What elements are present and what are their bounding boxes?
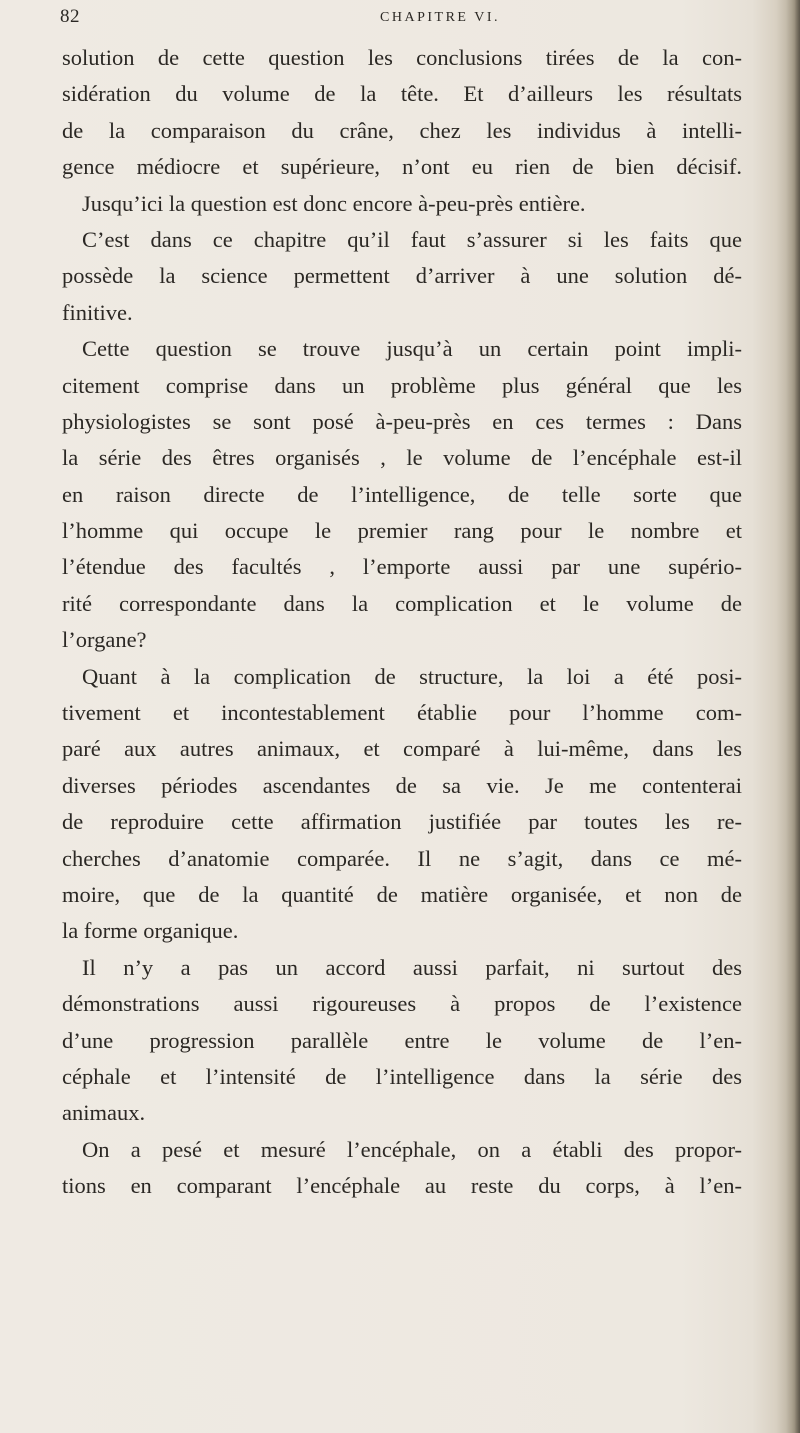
text-line: cherches d’anatomie comparée. Il ne s’agit, dans ce mé- — [62, 845, 742, 871]
page-edge-shadow — [786, 0, 800, 1433]
text-line: l’étendue des facultés , l’emporte aussi par une supério- — [62, 554, 742, 580]
text-line: l’organe? — [62, 627, 147, 653]
text-line: tivement et incontestablement établie pour l’homme com- — [62, 700, 742, 726]
text-line: la série des êtres organisés , le volume de l’encéphale est-il — [62, 445, 742, 471]
text-line: la forme organique. — [62, 918, 239, 944]
page-header — [60, 6, 760, 30]
page-number: 82 — [60, 6, 80, 27]
text-line: Il n’y a pas un accord aussi parfait, ni surtout des — [82, 954, 742, 980]
text-line: animaux. — [62, 1100, 146, 1126]
text-line: tions en comparant l’encéphale au reste du corps, à l’en- — [62, 1173, 742, 1199]
text-line: moire, que de la quantité de matière organisée, et non de — [62, 881, 742, 907]
text-line: physiologistes se sont posé à-peu-près en ces termes : Dans — [62, 408, 742, 434]
text-line: démonstrations aussi rigoureuses à propos de l’existence — [62, 991, 742, 1017]
text-line: gence médiocre et supérieure, n’ont eu rien de bien décisif. — [62, 154, 742, 180]
text-line: Quant à la complication de structure, la loi a été posi- — [82, 663, 742, 689]
text-line: Cette question se trouve jusqu’à un certain point impli- — [82, 336, 742, 362]
body-text — [62, 40, 742, 1205]
text-line: de reproduire cette affirmation justifiée par toutes les re- — [62, 809, 742, 835]
text-line: diverses périodes ascendantes de sa vie. Je me contenterai — [62, 772, 742, 798]
text-line: solution de cette question les conclusions tirées de la con- — [62, 45, 742, 70]
text-line: l’homme qui occupe le premier rang pour le nombre et — [62, 518, 742, 544]
text-line: Jusqu’ici la question est donc encore à-peu-près entière. — [82, 190, 586, 216]
text-line: paré aux autres animaux, et comparé à lui-même, dans les — [62, 736, 742, 762]
text-line: de la comparaison du crâne, chez les individus à intelli- — [62, 117, 742, 143]
text-line: céphale et l’intensité de l’intelligence dans la série des — [62, 1063, 742, 1089]
text-line: citement comprise dans un problème plus général que les — [62, 372, 742, 398]
text-line: On a pesé et mesuré l’encéphale, on a établi des propor- — [82, 1136, 742, 1162]
text-line: C’est dans ce chapitre qu’il faut s’assurer si les faits que — [82, 226, 742, 252]
running-head: CHAPITRE VI. — [380, 10, 500, 25]
text-line: rité correspondante dans la complication et le volume de — [62, 590, 742, 616]
text-line: d’une progression parallèle entre le volume de l’en- — [62, 1027, 742, 1053]
text-line: possède la science permettent d’arriver à une solution dé- — [62, 263, 742, 289]
text-line: en raison directe de l’intelligence, de telle sorte que — [62, 481, 742, 507]
text-line: finitive. — [62, 299, 133, 325]
text-line: sidération du volume de la tête. Et d’ailleurs les résultats — [62, 81, 742, 107]
